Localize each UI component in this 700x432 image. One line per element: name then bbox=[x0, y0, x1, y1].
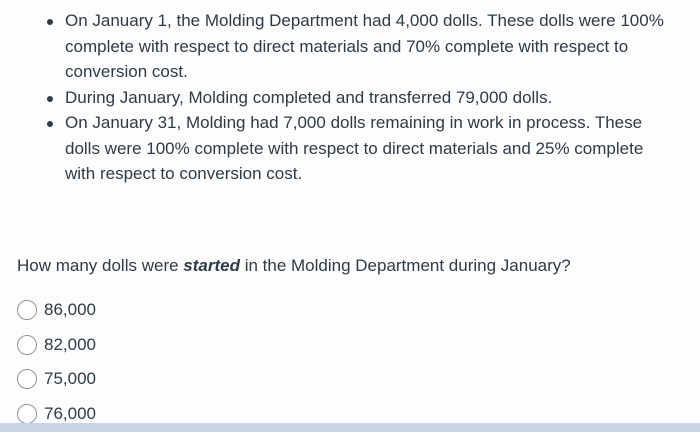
radio-button[interactable] bbox=[17, 300, 37, 320]
bullet-icon bbox=[47, 121, 53, 127]
list-item bbox=[38, 110, 678, 187]
bullet-icon bbox=[47, 19, 53, 25]
question-text bbox=[17, 253, 677, 278]
answer-option-2[interactable] bbox=[17, 328, 317, 363]
radio-button[interactable] bbox=[17, 369, 37, 389]
list-item bbox=[38, 85, 678, 111]
answer-option-1[interactable] bbox=[17, 293, 317, 328]
fact-text: On January 1, the Molding Department had 4,000 dolls. These dolls were 100% complete with respect to direct materials and 70% complete with respect to conversion cost. bbox=[65, 11, 664, 81]
question-prefix: How many dolls were bbox=[17, 256, 184, 275]
question-emphasis: started bbox=[183, 256, 240, 275]
question-suffix: in the Molding Department during January? bbox=[239, 256, 571, 275]
answer-option-3[interactable] bbox=[17, 362, 317, 397]
answer-options bbox=[17, 293, 317, 431]
answer-label: 82,000 bbox=[44, 334, 96, 354]
answer-label: 75,000 bbox=[44, 369, 96, 389]
answer-label: 76,000 bbox=[44, 403, 96, 423]
radio-button[interactable] bbox=[17, 404, 37, 424]
answer-label: 86,000 bbox=[44, 300, 96, 320]
fact-text: During January, Molding completed and transferred 79,000 dolls. bbox=[65, 87, 553, 107]
radio-button[interactable] bbox=[17, 335, 37, 355]
bullet-icon bbox=[47, 96, 53, 102]
question-facts-list bbox=[38, 8, 678, 187]
bottom-border-strip bbox=[0, 423, 700, 432]
fact-text: On January 31, Molding had 7,000 dolls remaining in work in process. These dolls were 100% complete with respect to direct materials and 25% complete with respect to conversion cost. bbox=[65, 113, 644, 183]
list-item bbox=[38, 8, 678, 85]
